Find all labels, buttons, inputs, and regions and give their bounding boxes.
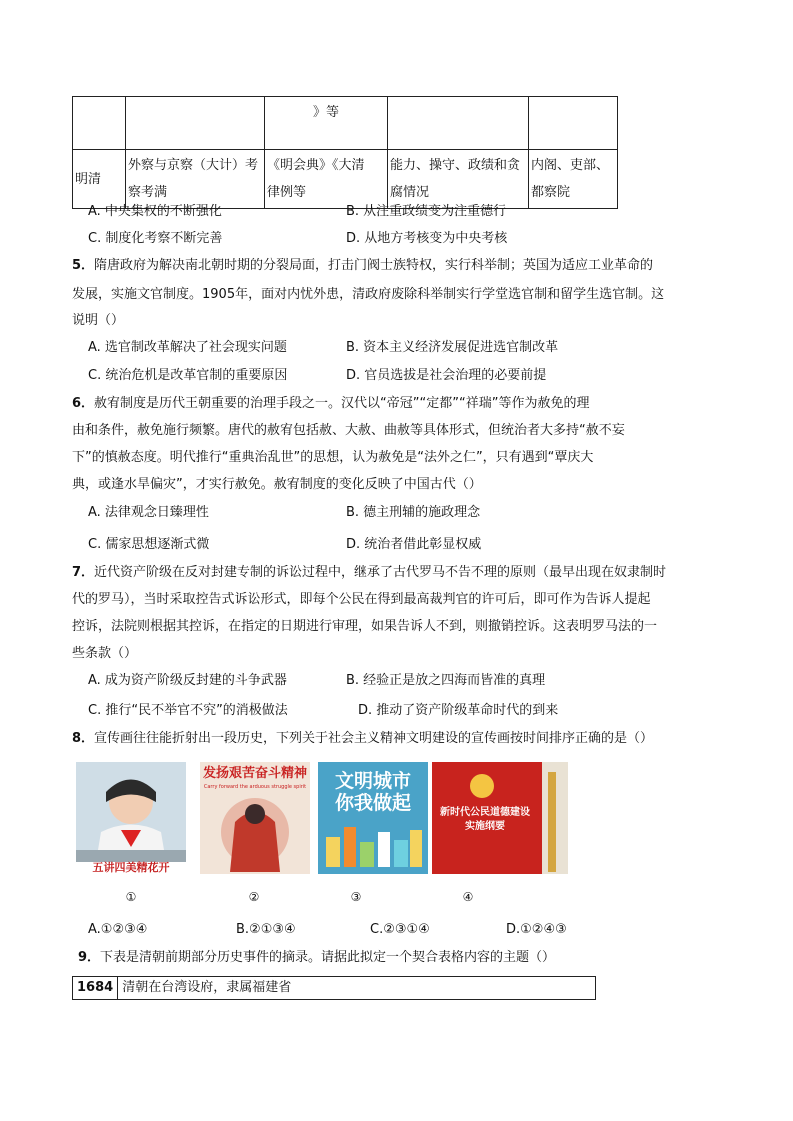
poster-1-caption: 五讲四美精花开 [76, 862, 186, 874]
poster-3-image [318, 762, 428, 874]
poster-2-art [200, 762, 310, 874]
q7-option-a[interactable]: A. 成为资产阶级反封建的斗争武器 [88, 673, 287, 688]
poster-1-image [76, 762, 186, 874]
poster-label-4: ④ [462, 890, 474, 904]
q7-option-c[interactable]: C. 推行“民不举官不究”的消极做法 [88, 703, 288, 718]
poster-3-subtitle: 你我做起 [334, 792, 411, 814]
content-cell [388, 150, 529, 209]
q6-option-d[interactable]: D. 统治者借此彰显权威 [346, 537, 482, 552]
method-cell [126, 150, 265, 209]
q6-stem-line: 由和条件，赦免施行频繁。唐代的赦宥包括赦、大赦、曲赦等具体形式，但统治者大多持“赦不妄 [72, 423, 625, 438]
cell-text: 内阁、吏部、 [531, 158, 610, 173]
question-number: 5． [72, 258, 95, 273]
table-row [73, 977, 596, 1000]
q8-option-d[interactable]: D.①②④③ [506, 922, 567, 937]
table-row [73, 97, 618, 150]
poster-4-image [432, 762, 568, 874]
table-cell [73, 97, 126, 150]
q4-option-d[interactable]: D. 从地方考核变为中央考核 [346, 231, 508, 246]
q5-option-c[interactable]: C. 统治危机是改革官制的重要原因 [88, 368, 288, 383]
q7-option-b[interactable]: B. 经验正是放之四海而皆准的真理 [346, 673, 546, 688]
event-cell: 清朝在台湾设府，隶属福建省 [118, 977, 596, 1000]
cell-text: 律例等 [267, 185, 307, 200]
exam-system-table [72, 96, 618, 209]
org-cell [529, 150, 618, 209]
q6-stem-line: 典，或逢水旱偏灾”，才实行赦免。赦宥制度的变化反映了中国古代（） [72, 477, 482, 492]
table-cell [529, 97, 618, 150]
poster-4-title: 新时代公民道德建设 [440, 807, 530, 818]
q7-stem-line [72, 563, 722, 583]
table-cell: 》等 [265, 97, 388, 150]
poster-4-subtitle: 实施纲要 [465, 821, 505, 832]
year-cell: 1684 [73, 977, 118, 1000]
q7-stem-line: 控诉，法院则根据其控诉，在指定的日期进行审理，如果告诉人不到，则撤销控诉。这表明罗马法的一 [72, 619, 658, 634]
poster-label-1: ① [125, 890, 137, 904]
poster-3-title: 文明城市 [334, 770, 411, 792]
q4-option-a[interactable]: A. 中央集权的不断强化 [88, 204, 222, 219]
cell-text: 察考满 [128, 185, 168, 200]
question-text: 下表是清朝前期部分历史事件的摘录。请据此拟定一个契合表格内容的主题（） [100, 950, 556, 965]
poster-label-2: ② [248, 890, 260, 904]
poster-label-3: ③ [350, 890, 362, 904]
q6-option-c[interactable]: C. 儒家思想逐渐式微 [88, 537, 210, 552]
q4-option-c[interactable]: C. 制度化考察不断完善 [88, 231, 223, 246]
q6-stem-line [72, 394, 722, 414]
question-number: 8． [72, 731, 95, 746]
q6-stem-line: 下”的慎赦态度。明代推行“重典治乱世”的思想，认为赦免是“法外之仁”，只有遇到“覃庆大 [72, 450, 594, 465]
poster-2-subtitle: Carry forward the arduous struggle spirit [203, 784, 307, 790]
q8-stem-line [72, 729, 722, 749]
table-row [73, 150, 618, 209]
q5-option-d[interactable]: D. 官员选拔是社会治理的必要前提 [346, 368, 547, 383]
cell-text: 《明会典》《大清 [267, 158, 365, 173]
table-cell [388, 97, 529, 150]
q5-stem-line: 发展，实施文官制度。1905年，面对内忧外患，清政府废除科举制实行学堂选官制和留学生选官制。这 [72, 287, 665, 302]
question-number: 6． [72, 396, 95, 411]
cell-text: 都察院 [531, 185, 571, 200]
q4-option-b[interactable]: B. 从注重政绩变为注重德行 [346, 204, 507, 219]
poster-3-art [318, 762, 428, 874]
q9-stem-line [78, 948, 728, 968]
question-text: 赦宥制度是历代王朝重要的治理手段之一。汉代以“帝冠”“定都”“祥瑞”等作为赦免的理 [94, 396, 590, 411]
q5-stem-line [72, 256, 722, 276]
question-text: 近代资产阶级在反对封建专制的诉讼过程中，继承了古代罗马不告不理的原则（最早出现在奴隶制时 [94, 565, 667, 580]
q5-option-b[interactable]: B. 资本主义经济发展促进选官制改革 [346, 340, 559, 355]
dynasty-cell: 明清 [73, 150, 126, 209]
q6-option-b[interactable]: B. 德主刑辅的施政理念 [346, 505, 481, 520]
question-text: 隋唐政府为解决南北朝时期的分裂局面，打击门阀士族特权，实行科举制；英国为适应工业革命的 [94, 258, 654, 273]
q8-option-c[interactable]: C.②③①④ [370, 922, 430, 937]
question-text: 宣传画往往能折射出一段历史，下列关于社会主义精神文明建设的宣传画按时间排序正确的是（） [94, 731, 654, 746]
cell-text: 腐情况 [390, 185, 430, 200]
q8-option-a[interactable]: A.①②③④ [88, 922, 148, 937]
q7-stem-line: 代的罗马），当时采取控告式诉讼形式，即每个公民在得到最高裁判官的许可后，即可作为告诉人提起 [72, 592, 651, 607]
q7-stem-line: 些条款（） [72, 646, 138, 661]
cell-text: 能力、操守、政绩和贪 [390, 158, 521, 173]
q6-option-a[interactable]: A. 法律观念日臻理性 [88, 505, 209, 520]
question-number: 9． [78, 950, 101, 965]
table-cell [126, 97, 265, 150]
q7-option-d[interactable]: D. 推动了资产阶级革命时代的到来 [358, 703, 559, 718]
q5-option-a[interactable]: A. 选官制改革解决了社会现实问题 [88, 340, 287, 355]
q8-option-b[interactable]: B.②①③④ [236, 922, 296, 937]
poster-2-image [200, 762, 310, 874]
qing-events-table [72, 976, 596, 1000]
question-number: 7． [72, 565, 95, 580]
law-cell [265, 150, 388, 209]
q5-stem-line: 说明（） [72, 313, 125, 328]
poster-2-title: 发扬艰苦奋斗精神 [202, 766, 307, 781]
cell-text: 外察与京察（大计）考 [128, 158, 259, 173]
poster-1-art [76, 762, 186, 874]
